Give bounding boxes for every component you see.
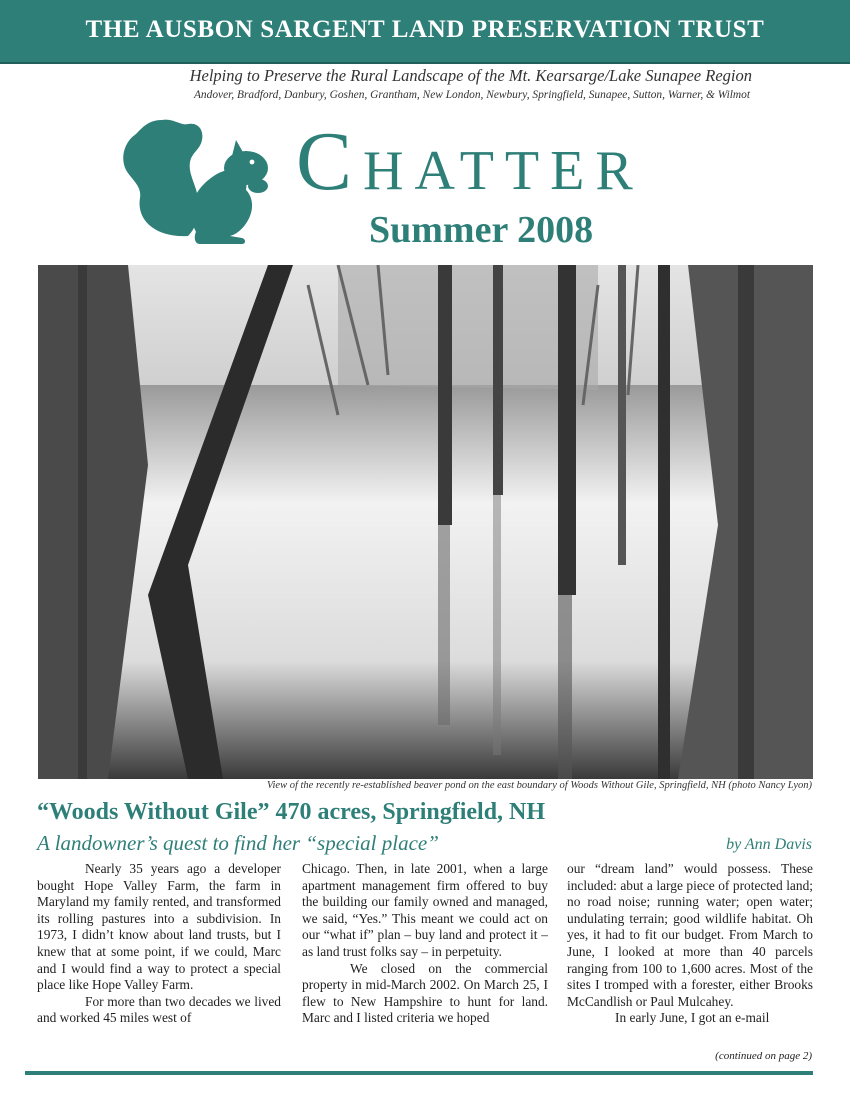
footer-rule	[25, 1071, 813, 1075]
town-list: Andover, Bradford, Danbury, Goshen, Grantham, New London, Newbury, Springfield, Sunapee, Sutton, Warner, & Wilmot	[193, 89, 750, 101]
article-byline: by Ann Davis	[726, 836, 812, 853]
newsletter-title	[296, 115, 746, 208]
paragraph: We closed on the commercial property in mid-March 2002. On March 25, I flew to New Hampshire to hunt for land. Marc and I listed criteria we hoped	[302, 960, 548, 1026]
paragraph: Nearly 35 years ago a developer bought Hope Valley Farm, the farm in Maryland my family rented, and transformed its rolling pastures into a subdivision. In 1973, I didn’t know about land trusts, but I knew that at some point, if we could, Marc and I would find a way to protect a special place like Hope Valley Farm.	[37, 861, 281, 993]
masthead-banner	[0, 0, 850, 64]
issue-label: Summer 2008	[369, 209, 594, 251]
paragraph: For more than two decades we lived and worked 45 miles west of	[37, 993, 281, 1026]
tagline: Helping to Preserve the Rural Landscape of the Mt. Kearsarge/Lake Sunapee Region	[189, 66, 752, 85]
paragraph: our “dream land” would possess. These included: abut a large piece of protected land; no road noise; running water; open water; undulating terrain; good wildlife habitat. Oh yes, it had to fit our budget. From March to June, I looked at more than 40 parcels ranging from 100 to 1,600 acres. Most of the sites I tromped with a forester, either Brooks McCandlish or Paul Mulcahey.	[567, 861, 813, 1009]
photo-caption: View of the recently re-established beaver pond on the east boundary of Woods Without Gile, Springfield, NH (photo Nancy Lyon)	[266, 780, 812, 791]
organization-name: THE AUSBON SARGENT LAND PRESERVATION TRUST	[85, 16, 765, 43]
cover-photo	[38, 265, 813, 779]
article-headline: “Woods Without Gile” 470 acres, Springfield, NH	[37, 799, 546, 825]
continued-note: (continued on page 2)	[715, 1050, 812, 1062]
article-column-2	[302, 861, 548, 1027]
article-column-3	[567, 861, 813, 1027]
article-column-1	[37, 861, 281, 1027]
newsletter-title-rest: HATTER	[363, 140, 644, 202]
newsletter-title-initial: C	[296, 115, 364, 208]
paragraph: Chicago. Then, in late 2001, when a large apartment management firm offered to buy the building our family owned and managed, we said, “Yes.” This meant we could act on our “what if” plan – buy land and protect it – as land trust folks say – in perpetuity.	[302, 861, 548, 959]
paragraph: In early June, I got an e-mail	[615, 1010, 770, 1026]
squirrel-logo-icon	[118, 112, 276, 248]
article-subheadline: A landowner’s quest to find her “special place”	[37, 831, 439, 855]
